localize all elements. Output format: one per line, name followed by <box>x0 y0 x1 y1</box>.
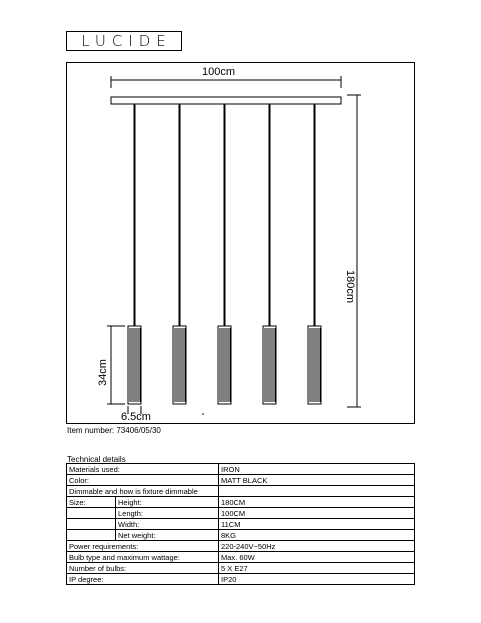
row-value: 220-240V~50Hz <box>219 541 415 552</box>
table-row <box>67 563 415 574</box>
row-sublabel: Net weight: <box>116 530 219 541</box>
pendant-5 <box>308 104 321 404</box>
shade-width-dimension-label: 6.5cm <box>121 411 151 423</box>
row-value: Max. 60W <box>219 552 415 563</box>
table-row <box>67 541 415 552</box>
row-value: 100CM <box>219 508 415 519</box>
drawing-dot <box>202 413 204 415</box>
row-label: Color: <box>67 475 219 486</box>
pendant-3 <box>218 104 231 404</box>
table-row <box>67 508 415 519</box>
ceiling-canopy <box>111 97 341 104</box>
row-value: 180CM <box>219 497 415 508</box>
row-value: MATT BLACK <box>219 475 415 486</box>
row-label <box>67 530 116 541</box>
brand-logo-text: LUCIDE <box>81 32 172 50</box>
row-sublabel: Length: <box>116 508 219 519</box>
row-value: 11CM <box>219 519 415 530</box>
row-label: Bulb type and maximum wattage: <box>67 552 219 563</box>
table-row <box>67 464 415 475</box>
row-label: Size: <box>67 497 116 508</box>
row-value: IRON <box>219 464 415 475</box>
height-dimension-line <box>347 95 361 407</box>
shade-height-dimension-line <box>107 326 125 404</box>
row-value: IP20 <box>219 574 415 585</box>
item-number: Item number: 73406/05/30 <box>67 426 161 435</box>
pendant-2 <box>173 104 186 404</box>
table-row <box>67 475 415 486</box>
row-sublabel: Height: <box>116 497 219 508</box>
table-row <box>67 552 415 563</box>
row-label: Dimmable and how is fixture dimmable <box>67 486 219 497</box>
shade-height-dimension-label: 34cm <box>97 359 109 386</box>
table-row <box>67 574 415 585</box>
table-row <box>67 497 415 508</box>
row-label: Power requirements: <box>67 541 219 552</box>
table-row <box>67 486 415 497</box>
row-value: 5 X E27 <box>219 563 415 574</box>
width-dimension-label: 100cm <box>202 66 236 78</box>
table-row <box>67 519 415 530</box>
row-label <box>67 508 116 519</box>
height-dimension-label: 180cm <box>344 270 356 304</box>
row-label: Materials used: <box>67 464 219 475</box>
pendant-1 <box>128 104 141 404</box>
technical-details-title: Technical details <box>67 455 126 464</box>
table-row <box>67 530 415 541</box>
row-label: Number of bulbs: <box>67 563 219 574</box>
pendant-4 <box>263 104 276 404</box>
row-sublabel: Width: <box>116 519 219 530</box>
technical-details-table <box>66 463 415 585</box>
row-value <box>219 486 415 497</box>
row-label <box>67 519 116 530</box>
row-label: IP degree: <box>67 574 219 585</box>
row-value: 8KG <box>219 530 415 541</box>
